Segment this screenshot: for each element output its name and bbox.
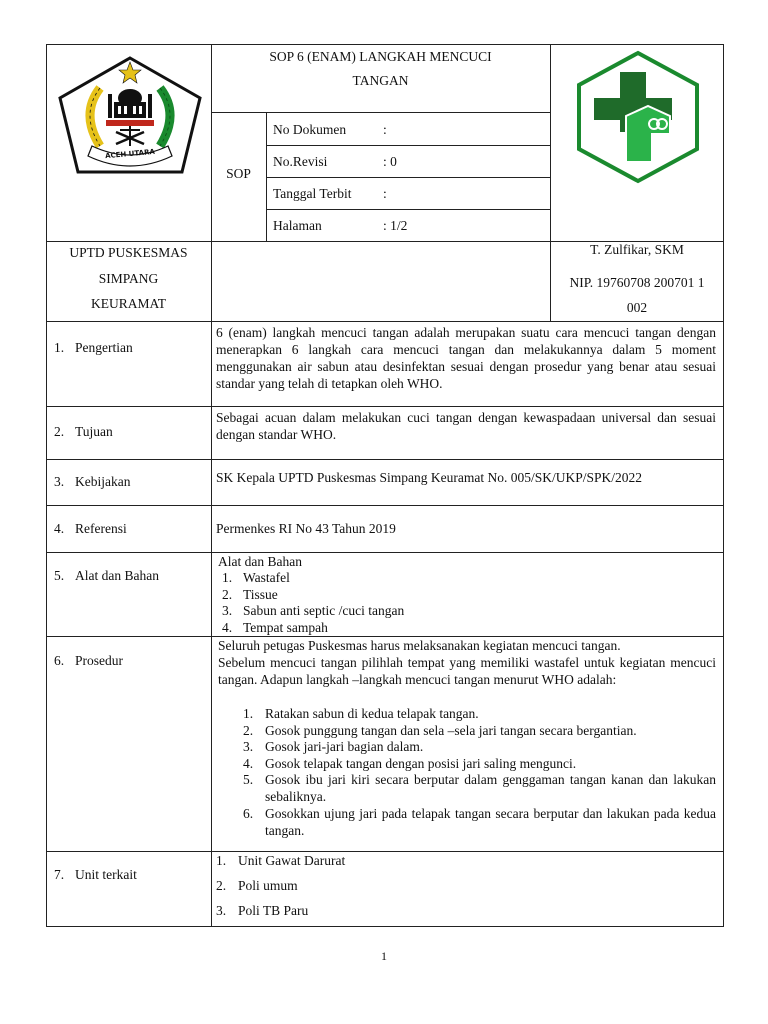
list-item-number: 1. <box>216 853 227 868</box>
section-number: 2. <box>54 424 65 439</box>
step-text: Gosok punggung tangan dan sela –sela jari tangan secara bergantian. <box>265 723 637 738</box>
section-number: 1. <box>54 340 65 355</box>
list-item-number: 2. <box>216 878 227 893</box>
step-number: 6. <box>243 806 254 821</box>
divider <box>266 177 550 178</box>
section-number: 7. <box>54 867 65 882</box>
doc-row-label: No Dokumen <box>273 122 347 137</box>
divider <box>46 552 724 553</box>
list-item-number: 4. <box>222 620 233 635</box>
section-label: Kebijakan <box>75 474 131 489</box>
section-number: 5. <box>54 568 65 583</box>
list-item-number: 3. <box>222 603 233 618</box>
section-label: Unit terkait <box>75 867 137 882</box>
step-number: 4. <box>243 756 254 771</box>
section-number: 3. <box>54 474 65 489</box>
doc-row-value: : <box>383 186 387 201</box>
step-number: 3. <box>243 739 254 754</box>
step-text: Gosok ibu jari kiri secara berputar dalam genggaman tangan kanan dan lakukan sebaliknya. <box>265 772 716 804</box>
divider <box>46 505 724 506</box>
section-label: Referensi <box>75 521 127 536</box>
doc-row-value: : 1/2 <box>383 218 408 233</box>
alat-heading: Alat dan Bahan <box>218 554 302 569</box>
section-number: 4. <box>54 521 65 536</box>
doc-row-label: Halaman <box>273 218 322 233</box>
list-item: Tissue <box>243 587 278 602</box>
divider <box>46 406 724 407</box>
sop-title-line-1: SOP 6 (ENAM) LANGKAH MENCUCI <box>269 49 492 64</box>
doc-row-label: No.Revisi <box>273 154 328 169</box>
step-text: Gosokkan ujung jari pada telapak tangan secara berputar dan lakukan pada kedua tangan. <box>265 806 716 838</box>
signer-name: T. Zulfikar, SKM <box>590 242 684 257</box>
signer-nip-line-1: NIP. 19760708 200701 1 <box>569 275 705 290</box>
step-number: 2. <box>243 723 254 738</box>
step-text: Gosok telapak tangan dengan posisi jari saling mengunci. <box>265 756 577 771</box>
list-item: Unit Gawat Darurat <box>238 853 346 868</box>
sop-label: SOP <box>226 166 251 181</box>
divider <box>46 459 724 460</box>
divider <box>266 145 550 146</box>
divider <box>211 112 550 113</box>
doc-row-label: Tanggal Terbit <box>273 186 352 201</box>
org-name-line-2: SIMPANG <box>98 271 159 286</box>
referensi-text: Permenkes RI No 43 Tahun 2019 <box>216 521 396 536</box>
doc-row-value: : <box>383 122 387 137</box>
prosedur-intro: Seluruh petugas Puskesmas harus melaksanakan kegiatan mencuci tangan. <box>218 638 621 653</box>
step-number: 1. <box>243 706 254 721</box>
pengertian-text: 6 (enam) langkah mencuci tangan adalah merupakan suatu cara mencuci tangan dengan menerapkan 6 langkah cara mencuci tangan dan melakukannya dalam 5 moment menggunakan air sabun atau desinfektan sesuai dengan prosedur yang benar atau sesuai standar yang telah di tetapkan oleh WHO. <box>216 325 716 391</box>
list-item: Sabun anti septic /cuci tangan <box>243 603 405 618</box>
tujuan-text: Sebagai acuan dalam melakukan cuci tangan dengan kewaspadaan universal dan sesuai dengan standar WHO. <box>216 410 716 442</box>
page-number: 1 <box>381 949 387 963</box>
sop-title-line-2: TANGAN <box>352 73 409 88</box>
section-label: Pengertian <box>75 340 133 355</box>
signer-nip-line-2: 002 <box>626 300 648 315</box>
list-item: Tempat sampah <box>243 620 328 635</box>
divider <box>550 44 551 241</box>
list-item-number: 2. <box>222 587 233 602</box>
section-label: Tujuan <box>75 424 113 439</box>
step-text: Ratakan sabun di kedua telapak tangan. <box>265 706 479 721</box>
list-item-number: 3. <box>216 903 227 918</box>
list-item: Poli umum <box>238 878 298 893</box>
divider <box>46 851 724 852</box>
section-number: 6. <box>54 653 65 668</box>
puskesmas-logo <box>574 50 702 184</box>
divider <box>46 321 724 322</box>
divider <box>266 209 550 210</box>
step-text: Gosok jari-jari bagian dalam. <box>265 739 424 754</box>
kebijakan-text: SK Kepala UPTD Puskesmas Simpang Keuramat No. 005/SK/UKP/SPK/2022 <box>216 470 642 485</box>
section-label: Prosedur <box>75 653 123 668</box>
prosedur-paragraph: Sebelum mencuci tangan pilihlah tempat yang memiliki wastafel untuk kegiatan mencuci tangan. Adapun langkah –langkah mencuci tangan menurut WHO adalah: <box>218 655 716 687</box>
doc-row-value: : 0 <box>383 154 397 169</box>
list-item-number: 1. <box>222 570 233 585</box>
list-item: Poli TB Paru <box>238 903 309 918</box>
logo-ribbon-text: ACEH UTARA <box>104 147 156 161</box>
aceh-utara-logo <box>56 54 204 176</box>
section-label: Alat dan Bahan <box>75 568 159 583</box>
list-item: Wastafel <box>243 570 290 585</box>
step-number: 5. <box>243 772 254 787</box>
org-name-line-1: UPTD PUSKESMAS <box>69 245 188 260</box>
org-name-line-3: KEURAMAT <box>90 296 166 311</box>
